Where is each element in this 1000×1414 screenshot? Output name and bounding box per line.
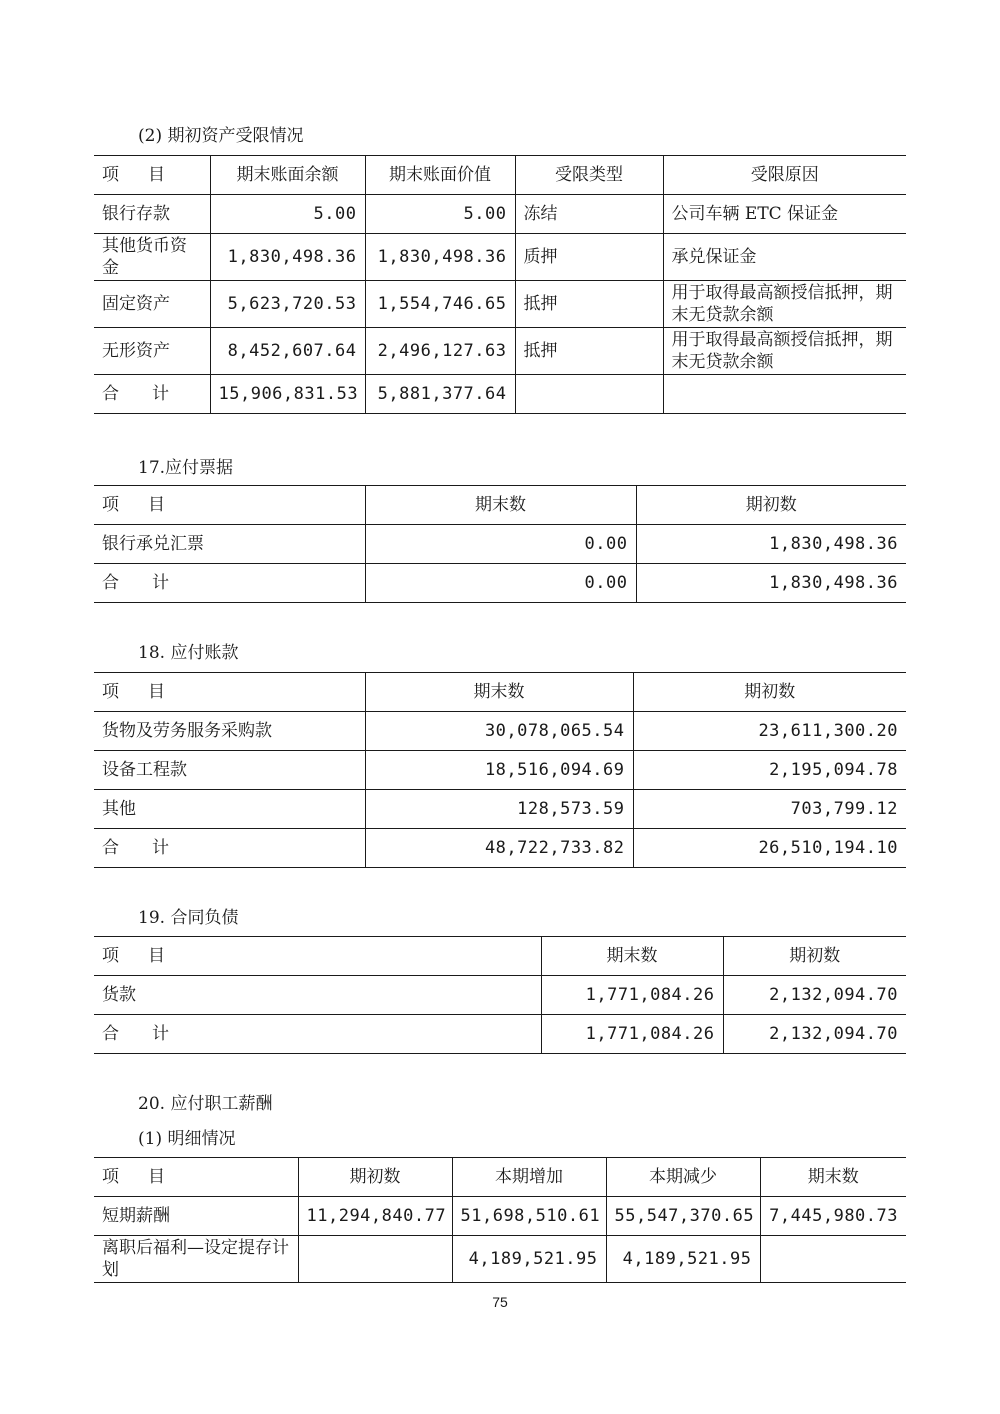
table-cell: 4,189,521.95: [452, 1236, 606, 1283]
table-cell: 合 计: [94, 375, 210, 414]
table-total-row: [94, 375, 906, 414]
table-row: [94, 281, 906, 328]
table-cell: 48,722,733.82: [365, 829, 633, 868]
table-header-row: [94, 673, 906, 712]
table-cell: 26,510,194.10: [633, 829, 906, 868]
header-cell: 期末数: [760, 1158, 906, 1197]
notes-payable-table: [94, 485, 906, 603]
table-cell: 设备工程款: [94, 751, 365, 790]
section-title-notes-payable: 17.应付票据: [138, 458, 234, 478]
table-cell: 11,294,840.77: [298, 1197, 452, 1236]
header-cell: 项 目: [94, 937, 541, 976]
table-cell: 23,611,300.20: [633, 712, 906, 751]
table-row: [94, 195, 906, 234]
table-cell: 用于取得最高额授信抵押，期末无贷款余额: [663, 328, 906, 375]
table-row: [94, 1236, 906, 1283]
table-row: [94, 1197, 906, 1236]
table-cell: 5,881,377.64: [365, 375, 515, 414]
section-subtitle-details: (1) 明细情况: [138, 1129, 236, 1149]
table-cell: 1,771,084.26: [541, 976, 723, 1015]
table-cell: 4,189,521.95: [606, 1236, 760, 1283]
header-cell: 期末账面价值: [365, 156, 515, 195]
header-cell: 本期增加: [452, 1158, 606, 1197]
header-cell: 期初数: [636, 486, 906, 525]
contract-liabilities-table: [94, 936, 906, 1054]
table-cell: 冻结: [515, 195, 663, 234]
page-number: 75: [492, 1294, 508, 1310]
table-cell: 银行承兑汇票: [94, 525, 365, 564]
table-cell: 1,830,498.36: [636, 564, 906, 603]
table-cell: 2,195,094.78: [633, 751, 906, 790]
section-title-accounts-payable: 18. 应付账款: [138, 643, 239, 663]
table-cell: 51,698,510.61: [452, 1197, 606, 1236]
table-row: [94, 751, 906, 790]
table-cell: 1,830,498.36: [365, 234, 515, 281]
header-cell: 项 目: [94, 1158, 298, 1197]
table-cell: 抵押: [515, 281, 663, 328]
table-cell: 其他货币资金: [94, 234, 210, 281]
table-row: [94, 328, 906, 375]
table-cell: 15,906,831.53: [210, 375, 365, 414]
header-cell: 期初数: [298, 1158, 452, 1197]
table-cell: 1,554,746.65: [365, 281, 515, 328]
section-title-employee-compensation: 20. 应付职工薪酬: [138, 1094, 273, 1114]
header-cell: 项 目: [94, 156, 210, 195]
table-cell: 其他: [94, 790, 365, 829]
table-cell: 质押: [515, 234, 663, 281]
table-row: [94, 976, 906, 1015]
table-cell: 无形资产: [94, 328, 210, 375]
table-cell: 5,623,720.53: [210, 281, 365, 328]
table-cell: 合 计: [94, 564, 365, 603]
accounts-payable-table: [94, 672, 906, 868]
table-cell: 5.00: [210, 195, 365, 234]
table-total-row: [94, 829, 906, 868]
header-cell: 期初数: [633, 673, 906, 712]
table-header-row: [94, 156, 906, 195]
table-header-row: [94, 937, 906, 976]
table-cell: 合 计: [94, 1015, 541, 1054]
table-cell: 7,445,980.73: [760, 1197, 906, 1236]
table-cell: 1,771,084.26: [541, 1015, 723, 1054]
table-cell: 128,573.59: [365, 790, 633, 829]
table-cell: 8,452,607.64: [210, 328, 365, 375]
table-header-row: [94, 486, 906, 525]
table-cell: 银行存款: [94, 195, 210, 234]
table-cell: [663, 375, 906, 414]
table-cell: [760, 1236, 906, 1283]
table-cell: 离职后福利—设定提存计划: [94, 1236, 298, 1283]
table-cell: 30,078,065.54: [365, 712, 633, 751]
restricted-assets-table: [94, 155, 906, 414]
table-cell: 2,132,094.70: [723, 1015, 906, 1054]
table-cell: 用于取得最高额授信抵押，期末无贷款余额: [663, 281, 906, 328]
header-cell: 受限原因: [663, 156, 906, 195]
table-cell: 0.00: [365, 564, 636, 603]
table-cell: 固定资产: [94, 281, 210, 328]
table-cell: 2,496,127.63: [365, 328, 515, 375]
table-row: [94, 790, 906, 829]
header-cell: 期末数: [365, 673, 633, 712]
table-cell: 公司车辆 ETC 保证金: [663, 195, 906, 234]
employee-compensation-table: [94, 1157, 906, 1283]
table-row: [94, 234, 906, 281]
section-title-contract-liabilities: 19. 合同负债: [138, 908, 239, 928]
table-cell: 2,132,094.70: [723, 976, 906, 1015]
table-row: [94, 712, 906, 751]
table-cell: 0.00: [365, 525, 636, 564]
table-cell: 1,830,498.36: [210, 234, 365, 281]
header-cell: 期末数: [541, 937, 723, 976]
header-cell: 受限类型: [515, 156, 663, 195]
table-cell: 18,516,094.69: [365, 751, 633, 790]
table-cell: 短期薪酬: [94, 1197, 298, 1236]
header-cell: 项 目: [94, 486, 365, 525]
table-header-row: [94, 1158, 906, 1197]
header-cell: 本期减少: [606, 1158, 760, 1197]
table-cell: 承兑保证金: [663, 234, 906, 281]
table-cell: 703,799.12: [633, 790, 906, 829]
table-cell: 5.00: [365, 195, 515, 234]
table-cell: [298, 1236, 452, 1283]
header-cell: 期末数: [365, 486, 636, 525]
table-cell: 货物及劳务服务采购款: [94, 712, 365, 751]
table-cell: 货款: [94, 976, 541, 1015]
table-row: [94, 525, 906, 564]
table-cell: 1,830,498.36: [636, 525, 906, 564]
table-cell: 55,547,370.65: [606, 1197, 760, 1236]
section-title-restricted-assets: (2) 期初资产受限情况: [138, 126, 304, 146]
header-cell: 期末账面余额: [210, 156, 365, 195]
table-cell: 抵押: [515, 328, 663, 375]
table-cell: [515, 375, 663, 414]
table-cell: 合 计: [94, 829, 365, 868]
header-cell: 期初数: [723, 937, 906, 976]
table-total-row: [94, 564, 906, 603]
header-cell: 项 目: [94, 673, 365, 712]
table-total-row: [94, 1015, 906, 1054]
